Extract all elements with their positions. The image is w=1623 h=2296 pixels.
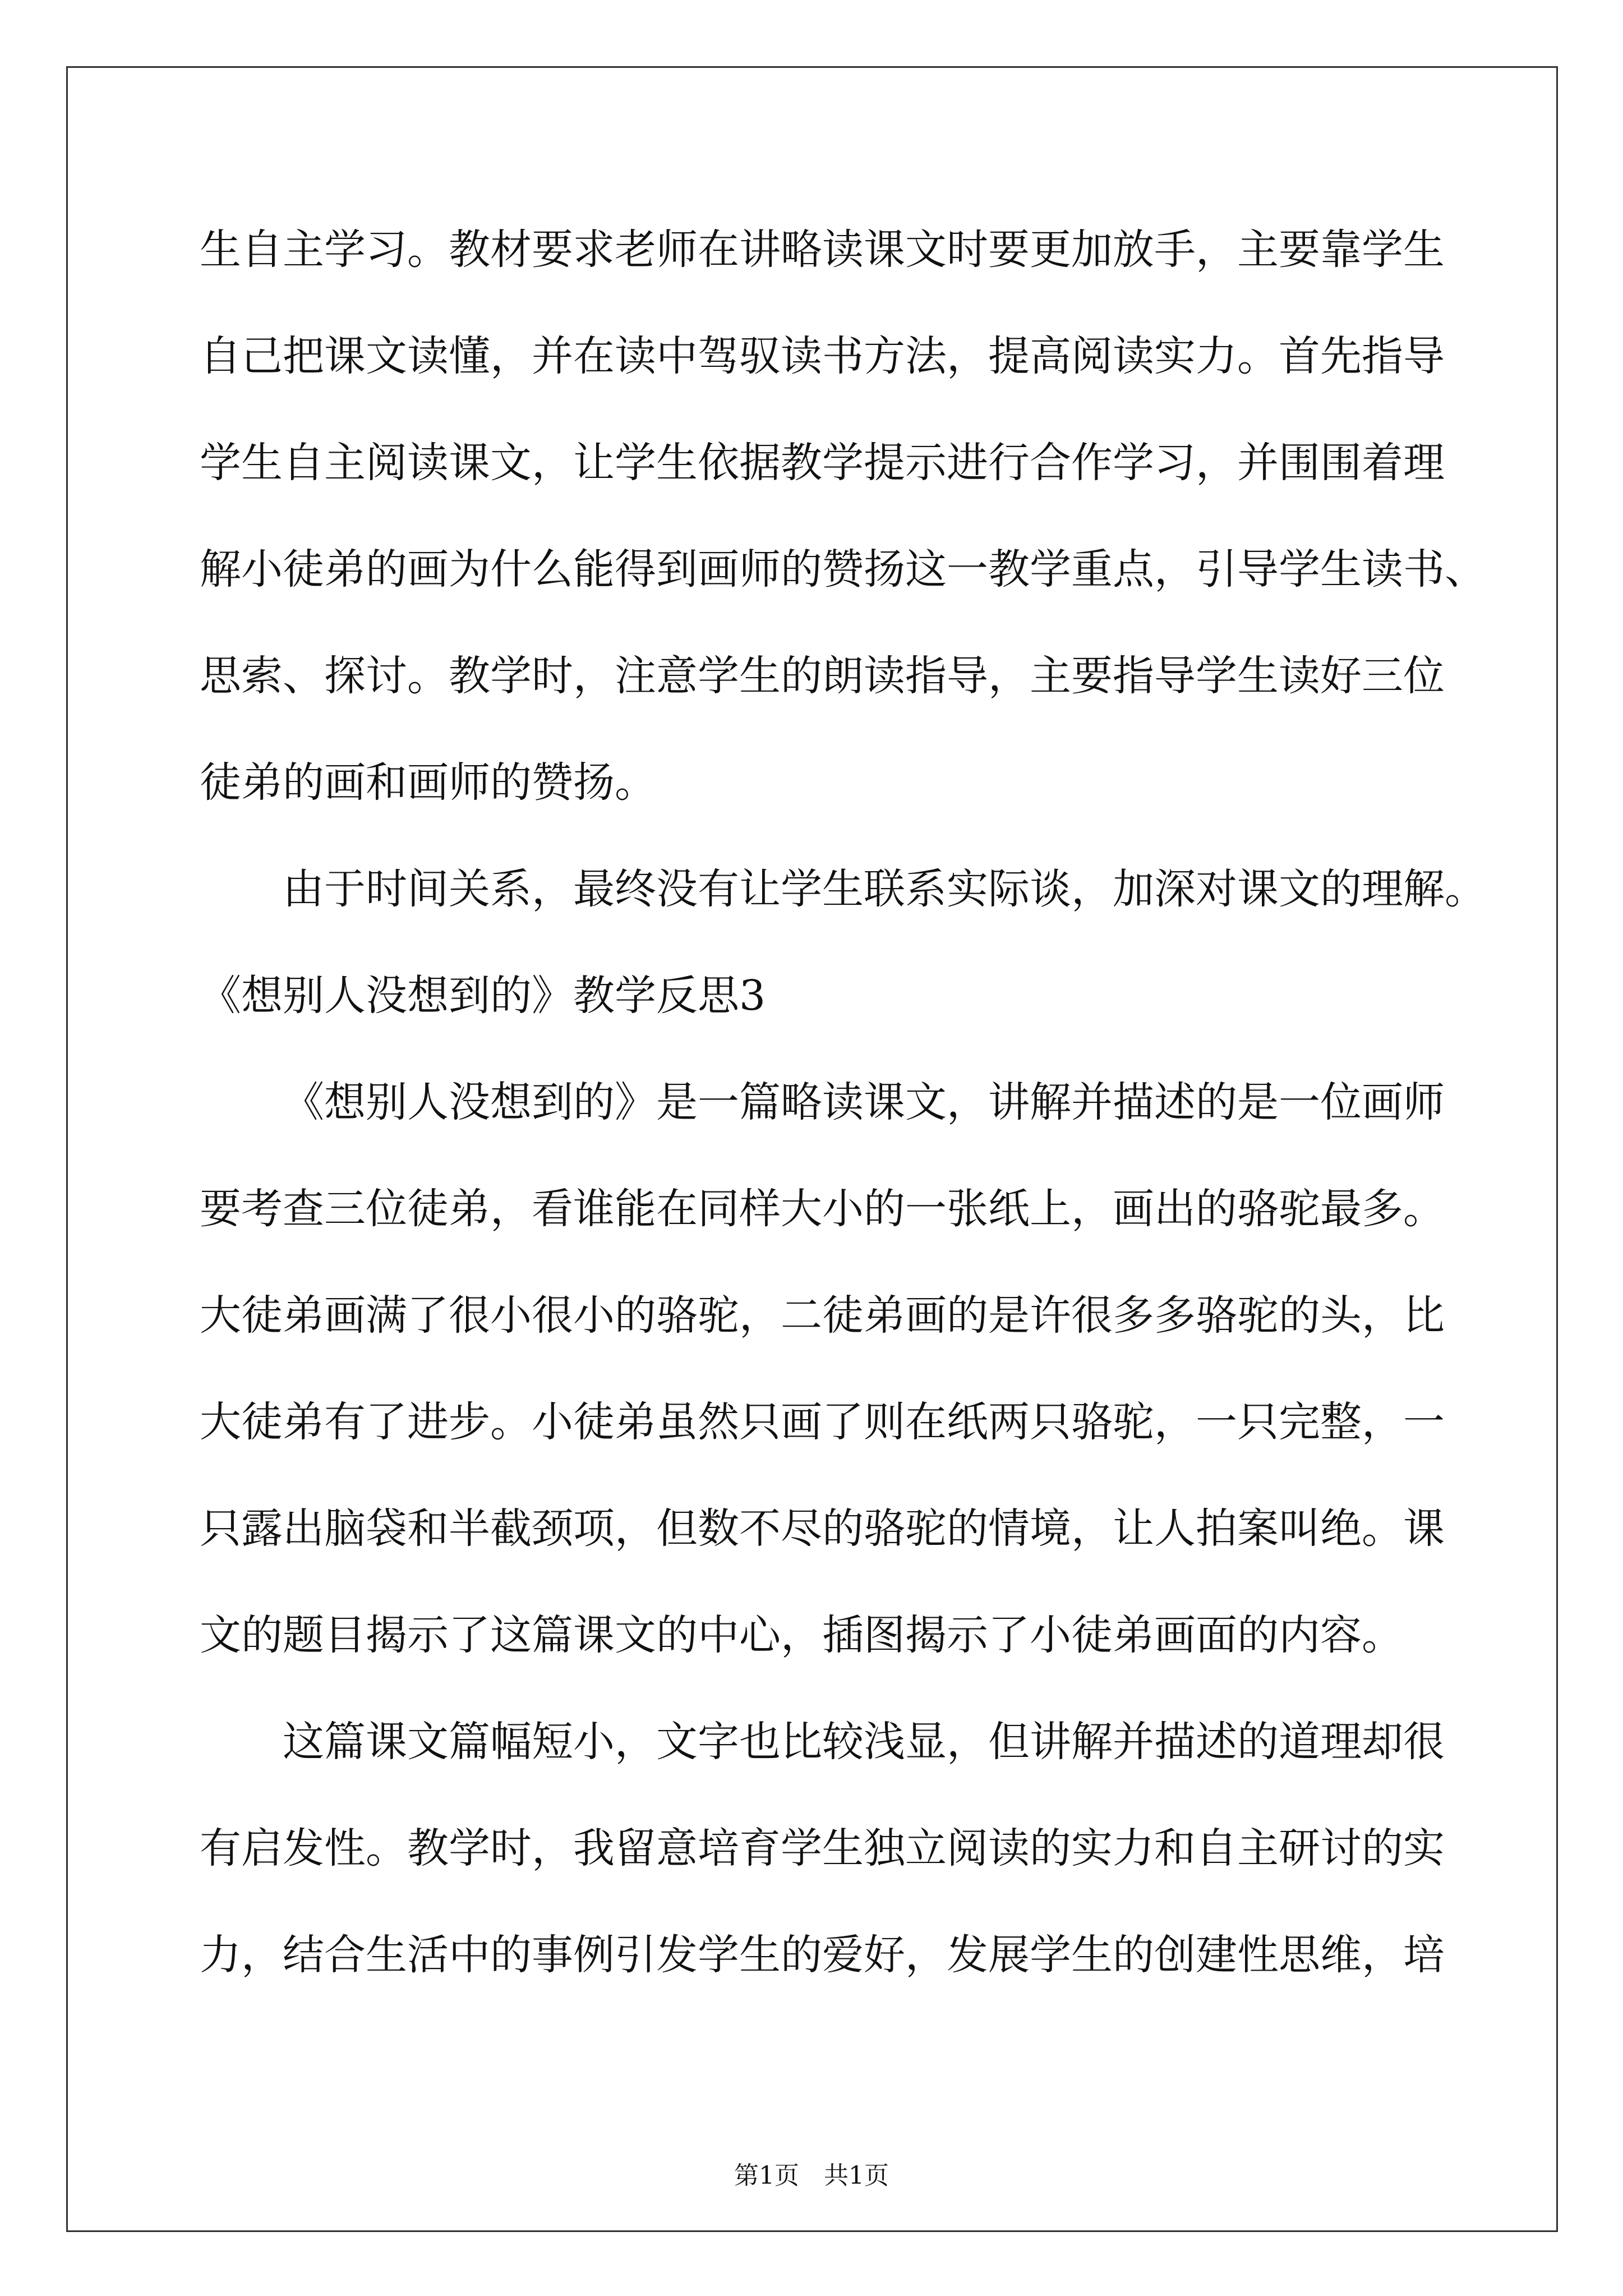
text-line: 徒弟的画和画师的赞扬。	[200, 758, 656, 807]
text-line: 学生自主阅读课文，让学生依据教学提示进行合作学习，并围围着理	[200, 439, 1445, 487]
paragraph-first-line: 这篇课文篇幅短小，文字也比较浅显，但讲解并描述的道理却很	[283, 1718, 1445, 1766]
text-line: 解小徒弟的画为什么能得到画师的赞扬这一教学重点，引导学生读书、	[200, 545, 1486, 593]
text-line: 思索、探讨。教学时，注意学生的朗读指导，主要指导学生读好三位	[200, 652, 1445, 700]
paragraph-first-line: 《想别人没想到的》是一篇略读课文，讲解并描述的是一位画师	[283, 1078, 1445, 1126]
text-line: 大徒弟画满了很小很小的骆驼，二徒弟画的是许很多多骆驼的头，比	[200, 1291, 1445, 1340]
section-heading: 《想别人没想到的》教学反思3	[200, 972, 766, 1020]
text-line: 有启发性。教学时，我留意培育学生独立阅读的实力和自主研讨的实	[200, 1824, 1445, 1872]
text-line: 文的题目揭示了这篇课文的中心，插图揭示了小徒弟画面的内容。	[200, 1611, 1403, 1659]
page-footer: 第1页 共1页	[734, 2161, 889, 2190]
text-line: 要考查三位徒弟，看谁能在同样大小的一张纸上，画出的骆驼最多。	[200, 1185, 1445, 1233]
text-line: 自己把课文读懂，并在读中驾驭读书方法，提高阅读实力。首先指导	[200, 332, 1445, 380]
text-line: 生自主学习。教材要求老师在讲略读课文时要更加放手，主要靠学生	[200, 226, 1445, 274]
paragraph-first-line: 由于时间关系，最终没有让学生联系实际谈，加深对课文的理解。	[283, 865, 1486, 913]
document-body	[200, 216, 1486, 2028]
text-line: 力，结合生活中的事例引发学生的爱好，发展学生的创建性思维，培	[200, 1931, 1445, 1979]
text-line: 只露出脑袋和半截颈项，但数不尽的骆驼的情境，让人拍案叫绝。课	[200, 1504, 1445, 1553]
text-line: 大徒弟有了进步。小徒弟虽然只画了则在纸两只骆驼，一只完整，一	[200, 1398, 1445, 1446]
